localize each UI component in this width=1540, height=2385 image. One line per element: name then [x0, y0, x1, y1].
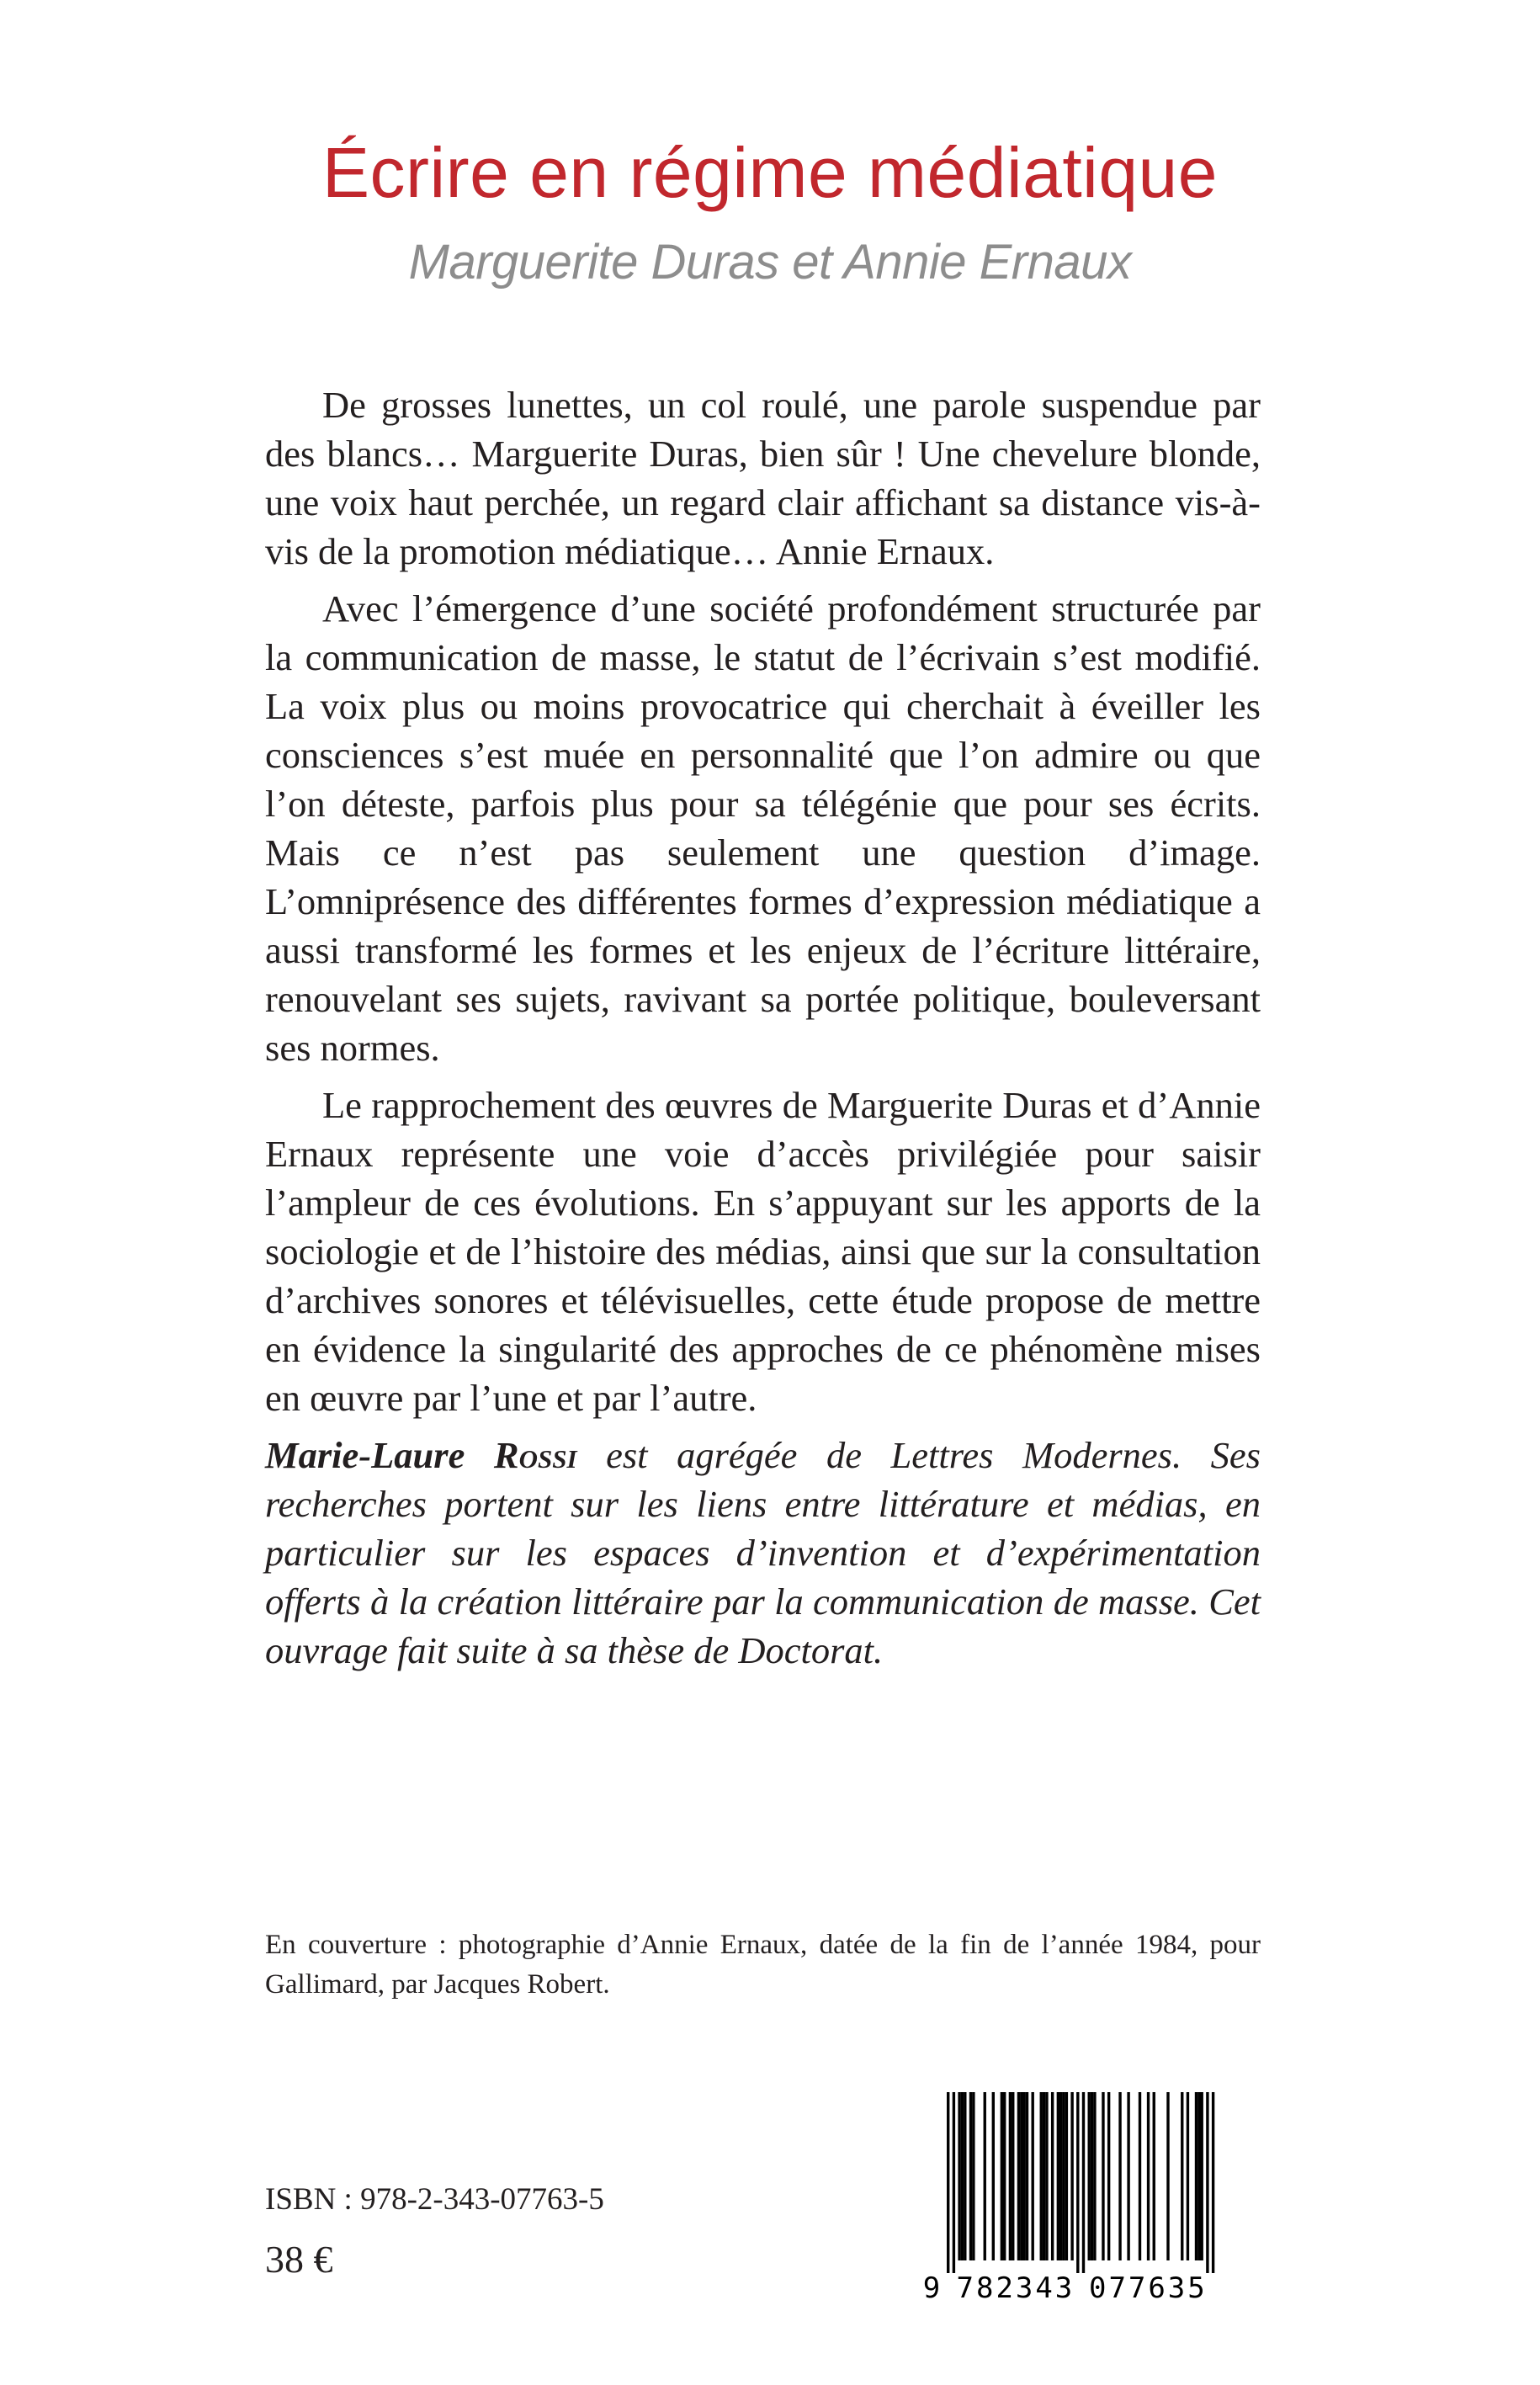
barcode-bar [1181, 2092, 1183, 2260]
barcode-digit: 9 [922, 2271, 941, 2305]
barcode-bar [1212, 2092, 1214, 2273]
barcode-digit: 7 [1108, 2271, 1126, 2305]
barcode-bar [1102, 2092, 1104, 2260]
barcode-bar [1062, 2092, 1065, 2260]
barcode-bar [1076, 2092, 1079, 2273]
barcode-bar [1187, 2092, 1189, 2260]
barcode-bar [1009, 2092, 1012, 2260]
barcode-bar [1043, 2092, 1045, 2260]
barcode-digit: 7 [956, 2271, 974, 2305]
barcode-digit: 2 [996, 2271, 1013, 2305]
barcode-bar [1057, 2092, 1059, 2260]
blurb-paragraph: Avec l’émergence d’une société profondément structurée par la communication de masse, le statut de l’écrivain s’est modifié. La voix plus ou moins provocatrice qui cherchait à éveiller les consciences s’est muée en personnalité que l’on admire ou que l’on déteste, parfois plus pour sa télégénie que pour ses écrits. Mais ce n’est pas seulement une question d’image. L’omniprésence des différentes formes d’expression médiatique a aussi transformé les formes et les enjeux de l’écriture littéraire, renouvelant ses sujets, ravivant sa portée politique, bouleversant ses normes. [265, 587, 1261, 1069]
barcode-bar [1040, 2092, 1043, 2260]
cover-photo-credit: En couverture : photographie d’Annie Ernaux, datée de la fin de l’année 1984, pour Gallimard, par Jacques Robert. [265, 1930, 1261, 2000]
barcode-bar [1147, 2092, 1150, 2260]
barcode-bar [1070, 2092, 1073, 2260]
barcode-bar [972, 2092, 974, 2260]
barcode-digit: 8 [975, 2271, 994, 2305]
barcode-bar [1088, 2092, 1091, 2260]
barcode-bar [1022, 2092, 1025, 2260]
barcode-digit: 0 [1088, 2271, 1107, 2305]
barcode-digit: 3 [1015, 2271, 1033, 2305]
author-last-name: Rossi [493, 1434, 577, 1476]
barcode-digit: 7 [1128, 2271, 1146, 2305]
book-subtitle: Marguerite Duras et Annie Ernaux [408, 235, 1132, 289]
barcode-bar [1065, 2092, 1068, 2260]
barcode-bar [1003, 2092, 1006, 2260]
barcode-bar [961, 2092, 964, 2260]
barcode-bar [1118, 2092, 1121, 2260]
barcode-digit: 4 [1035, 2271, 1053, 2305]
barcode-bar [992, 2092, 995, 2260]
price: 38 € [265, 2238, 333, 2281]
barcode-bar [1206, 2092, 1208, 2273]
barcode-bar [1107, 2092, 1110, 2260]
author-name [265, 1434, 577, 1476]
barcode-bar [1045, 2092, 1048, 2260]
barcode-digit: 5 [1187, 2271, 1205, 2305]
barcode-bar [1139, 2092, 1141, 2260]
barcode-bar [1166, 2092, 1169, 2260]
barcode-bar [1195, 2092, 1197, 2260]
barcode-bar [1091, 2092, 1093, 2260]
barcode-bar [953, 2092, 955, 2273]
author-bio [265, 1431, 1261, 1675]
barcode-icon [920, 2087, 1262, 2310]
barcode-bar [1001, 2092, 1003, 2260]
barcode-bar [1197, 2092, 1200, 2260]
author-first-name: Marie-Laure [265, 1434, 494, 1476]
book-title: Écrire en régime médiatique [322, 133, 1218, 212]
barcode-bar [1093, 2092, 1096, 2260]
barcode-bar [1127, 2092, 1129, 2260]
barcode-digit: 3 [1054, 2271, 1073, 2305]
barcode-bar [1051, 2092, 1054, 2260]
barcode-bar [947, 2092, 949, 2273]
barcode-digit: 6 [1148, 2271, 1166, 2305]
barcode-bar [1059, 2092, 1062, 2260]
author-bio-text: est agrégée de Lettres Modernes. Ses recherches portent sur les liens entre littérature et médias, en particulier sur les espaces d’invention et d’expérimentation offerts à la création littéraire par la communication de masse. Cet ouvrage fait suite à sa thèse de Doctorat. [265, 1434, 1261, 1671]
barcode-bar [1032, 2092, 1034, 2260]
barcode-bar [1201, 2092, 1203, 2260]
barcode-digit: 3 [1167, 2271, 1186, 2305]
barcode-bar [984, 2092, 986, 2260]
barcode-bar [958, 2092, 960, 2260]
barcode-bar [1017, 2092, 1020, 2260]
blurb-paragraph: De grosses lunettes, un col roulé, une parole suspendue par des blancs… Marguerite Duras, bien sûr ! Une chevelure blonde, une voix haut perchée, un regard clair affichant sa distance vis-à-vis de la promotion médiatique… Annie Ernaux. [265, 384, 1261, 572]
barcode-bar [1020, 2092, 1022, 2260]
back-cover-blurb [265, 380, 1261, 1431]
barcode [920, 2087, 1262, 2310]
barcode-bar [964, 2092, 966, 2260]
barcode-bar [969, 2092, 972, 2260]
barcode-bar [1082, 2092, 1085, 2273]
barcode-bar [1012, 2092, 1014, 2260]
isbn-number: ISBN : 978-2-343-07763-5 [265, 2182, 604, 2217]
barcode-bar [1153, 2092, 1155, 2260]
barcode-bar [1026, 2092, 1028, 2260]
blurb-paragraph: Le rapprochement des œuvres de Marguerite Duras et d’Annie Ernaux représente une voie d’accès privilégiée pour saisir l’ampleur de ces évolutions. En s’appuyant sur les apports de la sociologie et de l’histoire des médias, ainsi que sur la consultation d’archives sonores et télévisuelles, cette étude propose de mettre en évidence la singularité des approches de ce phénomène mises en œuvre par l’une et par l’autre. [265, 1084, 1261, 1419]
